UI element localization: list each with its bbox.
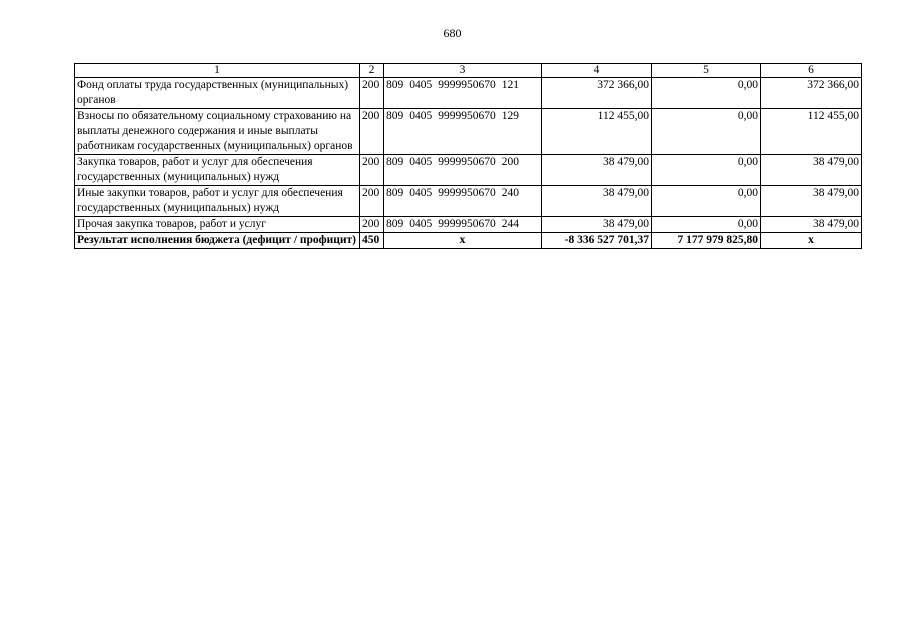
code-section: 0405 [409, 156, 433, 168]
row-budget-code [384, 217, 542, 233]
code-section: 0405 [409, 79, 433, 91]
code-target: 9999950670 [438, 110, 496, 122]
row-budget-code [384, 186, 542, 217]
result-row [75, 233, 862, 249]
row-approved: 372 366,00 [542, 78, 652, 109]
row-remaining: 372 366,00 [761, 78, 862, 109]
table-row [75, 109, 862, 155]
column-header-2: 2 [360, 64, 384, 78]
row-remaining: 112 455,00 [761, 109, 862, 155]
code-chapter: 809 [386, 110, 404, 122]
code-target: 9999950670 [438, 156, 496, 168]
row-budget-code [384, 109, 542, 155]
column-header-6: 6 [761, 64, 862, 78]
code-target: 9999950670 [438, 218, 496, 230]
code-chapter: 809 [386, 79, 404, 91]
row-executed: 0,00 [652, 186, 761, 217]
code-chapter: 809 [386, 156, 404, 168]
row-approved: 38 479,00 [542, 217, 652, 233]
row-executed: 0,00 [652, 155, 761, 186]
code-section: 0405 [409, 187, 433, 199]
table-row [75, 155, 862, 186]
code-section: 0405 [409, 110, 433, 122]
result-line-code: 450 [360, 233, 384, 249]
result-budget-code: x [384, 233, 542, 249]
row-line-code: 200 [360, 186, 384, 217]
row-remaining: 38 479,00 [761, 217, 862, 233]
column-header-4: 4 [542, 64, 652, 78]
column-header-3: 3 [384, 64, 542, 78]
page-number: 680 [443, 26, 462, 40]
budget-execution-table [74, 63, 862, 249]
result-remaining: x [761, 233, 862, 249]
result-approved: -8 336 527 701,37 [542, 233, 652, 249]
result-executed: 7 177 979 825,80 [652, 233, 761, 249]
table-row [75, 78, 862, 109]
code-chapter: 809 [386, 187, 404, 199]
row-name: Закупка товаров, работ и услуг для обеспечения государственных (муниципальных) нужд [75, 155, 360, 186]
row-approved: 112 455,00 [542, 109, 652, 155]
code-expense-type: 129 [501, 110, 519, 122]
code-target: 9999950670 [438, 79, 496, 91]
code-expense-type: 121 [501, 79, 519, 91]
row-line-code: 200 [360, 217, 384, 233]
table-row [75, 217, 862, 233]
code-section: 0405 [409, 218, 433, 230]
row-budget-code [384, 155, 542, 186]
code-expense-type: 200 [501, 156, 519, 168]
row-line-code: 200 [360, 78, 384, 109]
row-executed: 0,00 [652, 109, 761, 155]
row-line-code: 200 [360, 109, 384, 155]
row-approved: 38 479,00 [542, 186, 652, 217]
code-expense-type: 244 [501, 218, 519, 230]
row-executed: 0,00 [652, 78, 761, 109]
code-target: 9999950670 [438, 187, 496, 199]
row-remaining: 38 479,00 [761, 155, 862, 186]
row-executed: 0,00 [652, 217, 761, 233]
code-chapter: 809 [386, 218, 404, 230]
row-remaining: 38 479,00 [761, 186, 862, 217]
result-name: Результат исполнения бюджета (дефицит / профицит) [75, 233, 360, 249]
table-row [75, 186, 862, 217]
row-name: Прочая закупка товаров, работ и услуг [75, 217, 360, 233]
column-header-5: 5 [652, 64, 761, 78]
code-expense-type: 240 [501, 187, 519, 199]
row-name: Фонд оплаты труда государственных (муниципальных) органов [75, 78, 360, 109]
row-name: Взносы по обязательному социальному страхованию на выплаты денежного содержания и иные выплаты работникам государственных (муниципальных) органов [75, 109, 360, 155]
column-header-1: 1 [75, 64, 360, 78]
table-header-row [75, 64, 862, 78]
row-budget-code [384, 78, 542, 109]
row-approved: 38 479,00 [542, 155, 652, 186]
row-name: Иные закупки товаров, работ и услуг для обеспечения государственных (муниципальных) нужд [75, 186, 360, 217]
row-line-code: 200 [360, 155, 384, 186]
